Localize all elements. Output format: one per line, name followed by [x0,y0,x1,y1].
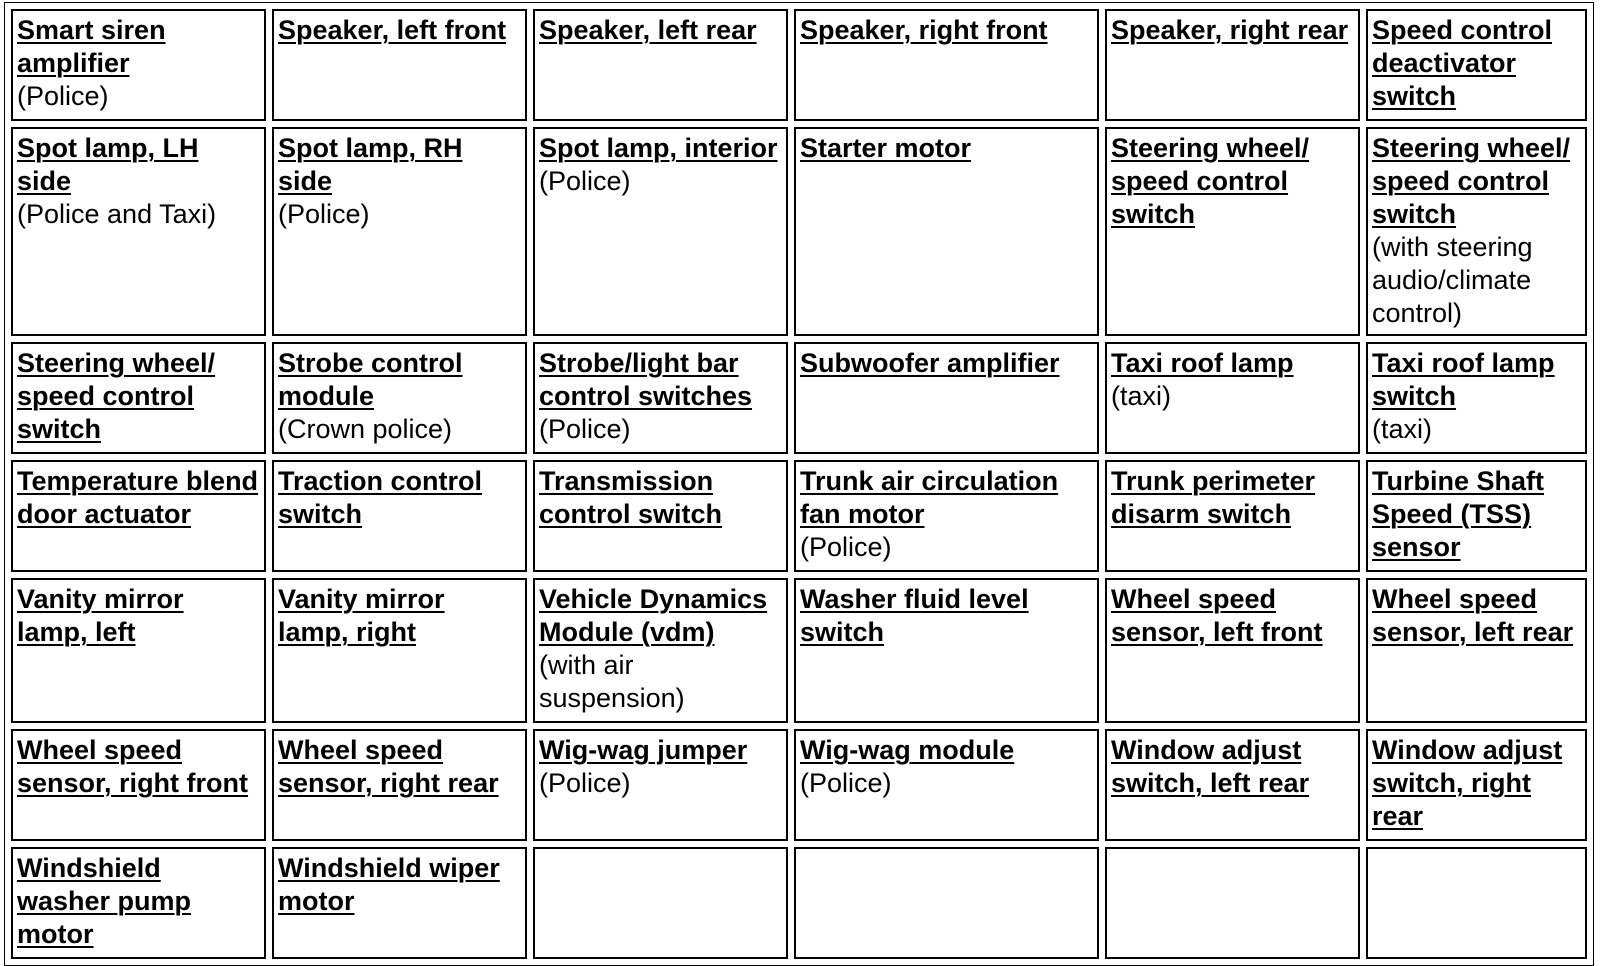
component-note: (Police and Taxi) [17,199,217,229]
table-row [11,460,1587,572]
table-cell [272,729,527,841]
table-cell [1105,460,1360,572]
table-cell [1366,127,1587,336]
component-note: (Police) [800,768,892,798]
table-cell [11,578,266,723]
table-cell [794,847,1099,959]
table-cell [272,578,527,723]
table-cell [272,9,527,121]
component-link[interactable]: Temperature blend door actuator [17,466,259,529]
table-cell [794,127,1099,336]
table-cell [794,729,1099,841]
component-link[interactable]: Vanity mirror lamp, right [278,584,445,647]
table-cell [533,578,788,723]
component-note: (Police) [800,532,892,562]
table-cell [1366,847,1587,959]
component-note: (Police) [278,199,370,229]
table-row [11,578,1587,723]
component-link[interactable]: Steering wheel/ speed control switch [1111,133,1310,229]
component-link[interactable]: Taxi roof lamp switch [1372,348,1555,411]
component-link[interactable]: Spot lamp, interior [539,133,778,163]
component-link[interactable]: Speaker, left front [278,15,507,45]
table-row [11,9,1587,121]
component-link[interactable]: Traction control switch [278,466,483,529]
component-link[interactable]: Steering wheel/ speed control switch [17,348,216,444]
component-link[interactable]: Speaker, right rear [1111,15,1349,45]
table-cell [794,578,1099,723]
table-row [11,127,1587,336]
component-note: (taxi) [1372,414,1432,444]
component-link[interactable]: Spot lamp, LH side [17,133,199,196]
component-link[interactable]: Wheel speed sensor, left rear [1372,584,1574,647]
component-link[interactable]: Strobe/light bar control switches [539,348,753,411]
table-cell [1105,578,1360,723]
component-note: (Police) [539,768,631,798]
component-link[interactable]: Turbine Shaft Speed (TSS) sensor [1372,466,1544,562]
table-cell [1366,578,1587,723]
table-cell [11,9,266,121]
component-link[interactable]: Wheel speed sensor, right front [17,735,249,798]
component-link[interactable]: Washer fluid level switch [800,584,1029,647]
component-link[interactable]: Window adjust switch, right rear [1372,735,1563,831]
table-cell [11,729,266,841]
component-note: (Police) [539,414,631,444]
component-link[interactable]: Transmission control switch [539,466,723,529]
component-table-body [11,9,1587,959]
table-cell [533,460,788,572]
component-link[interactable]: Steering wheel/ speed control switch [1372,133,1571,229]
component-link[interactable]: Vehicle Dynamics Module (vdm) [539,584,768,647]
component-note: (Crown police) [278,414,453,444]
component-link[interactable]: Spot lamp, RH side [278,133,463,196]
component-note: (taxi) [1111,381,1171,411]
table-cell [533,342,788,454]
component-link[interactable]: Subwoofer amplifier [800,348,1060,378]
component-link[interactable]: Trunk air circulation fan motor [800,466,1059,529]
table-cell [533,9,788,121]
table-cell [11,847,266,959]
component-link[interactable]: Smart siren amplifier [17,15,166,78]
component-link[interactable]: Windshield wiper motor [278,853,500,916]
table-cell [272,847,527,959]
component-note: (Police) [539,166,631,196]
component-note: (with steering audio/climate control) [1372,232,1533,328]
table-cell [272,460,527,572]
table-cell [1105,847,1360,959]
table-cell [1366,729,1587,841]
table-cell [1366,342,1587,454]
component-note: (with air suspension) [539,650,685,713]
table-cell [11,127,266,336]
component-link[interactable]: Trunk perimeter disarm switch [1111,466,1316,529]
component-link[interactable]: Wig-wag module [800,735,1015,765]
table-cell [533,847,788,959]
table-row [11,729,1587,841]
table-cell [533,729,788,841]
table-cell [1105,342,1360,454]
component-link[interactable]: Windshield washer pump motor [17,853,192,949]
component-link[interactable]: Wig-wag jumper [539,735,748,765]
component-link[interactable]: Strobe control module [278,348,463,411]
component-locator-table [4,2,1594,966]
table-cell [794,342,1099,454]
component-link[interactable]: Starter motor [800,133,972,163]
component-note: (Police) [17,81,109,111]
table-cell [1105,127,1360,336]
table-row [11,847,1587,959]
table-cell [1105,729,1360,841]
component-link[interactable]: Window adjust switch, left rear [1111,735,1310,798]
table-cell [1105,9,1360,121]
table-cell [794,460,1099,572]
table-row [11,342,1587,454]
table-cell [794,9,1099,121]
table-cell [11,342,266,454]
component-link[interactable]: Wheel speed sensor, left front [1111,584,1323,647]
table-cell [1366,9,1587,121]
table-cell [533,127,788,336]
component-link[interactable]: Wheel speed sensor, right rear [278,735,499,798]
component-link[interactable]: Speaker, left rear [539,15,757,45]
table-cell [272,342,527,454]
component-link[interactable]: Vanity mirror lamp, left [17,584,184,647]
table-cell [272,127,527,336]
component-link[interactable]: Taxi roof lamp [1111,348,1294,378]
table-cell [1366,460,1587,572]
component-link[interactable]: Speed control deactivator switch [1372,15,1553,111]
component-link[interactable]: Speaker, right front [800,15,1048,45]
table-cell [11,460,266,572]
